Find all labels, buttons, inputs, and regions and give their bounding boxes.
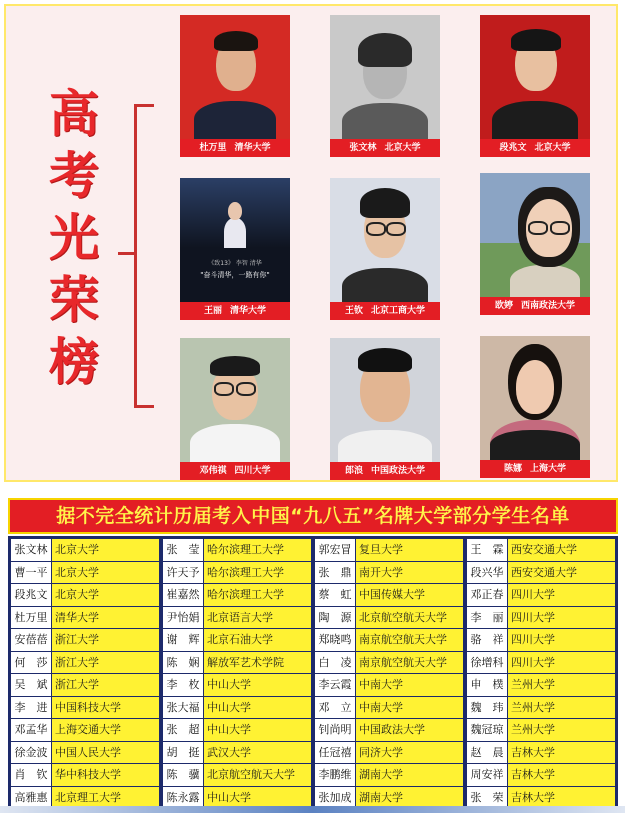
student-name: 邓孟华 bbox=[11, 719, 51, 741]
student-name: 安蓓蓓 bbox=[11, 629, 51, 651]
student-card bbox=[480, 336, 590, 478]
university-name: 西安交通大学 bbox=[508, 562, 615, 584]
roster-table bbox=[8, 536, 618, 806]
university-name: 中山大学 bbox=[204, 787, 311, 809]
roster-row bbox=[11, 719, 159, 741]
roster-grid bbox=[11, 539, 615, 803]
university-name: 北京航空航天大学 bbox=[204, 764, 311, 786]
university-name: 南京航空航天大学 bbox=[356, 652, 463, 674]
university-name: 兰州大学 bbox=[508, 697, 615, 719]
roster-row bbox=[163, 584, 311, 606]
roster-row bbox=[11, 764, 159, 786]
student-photo bbox=[180, 338, 290, 462]
title-char: 榜 bbox=[49, 333, 99, 391]
university-name: 北京大学 bbox=[52, 539, 159, 561]
university-name: 中国人民大学 bbox=[52, 742, 159, 764]
student-name: 邓正春 bbox=[467, 584, 507, 606]
student-card bbox=[330, 178, 440, 320]
title-char: 光 bbox=[49, 209, 99, 267]
student-card bbox=[330, 338, 440, 480]
university-name: 湖南大学 bbox=[356, 787, 463, 809]
student-photo bbox=[480, 15, 590, 139]
university-name: 南京航空航天大学 bbox=[356, 629, 463, 651]
roster-row bbox=[163, 629, 311, 651]
roster-row bbox=[11, 787, 159, 809]
photo-caption-line: 《致13》 李智 清华 bbox=[208, 260, 262, 267]
university-name: 北京理工大学 bbox=[52, 787, 159, 809]
roster-row bbox=[11, 652, 159, 674]
university-name: 北京航空航天大学 bbox=[356, 607, 463, 629]
roster-column bbox=[11, 539, 159, 808]
university-name: 解放军艺术学院 bbox=[204, 652, 311, 674]
student-photo bbox=[330, 338, 440, 462]
university-name: 浙江大学 bbox=[52, 652, 159, 674]
student-name: 赵 晨 bbox=[467, 742, 507, 764]
student-photo bbox=[480, 336, 590, 460]
university-name: 四川大学 bbox=[508, 652, 615, 674]
roster-row bbox=[11, 674, 159, 696]
student-name: 邓 立 bbox=[315, 697, 355, 719]
student-name: 徐金波 bbox=[11, 742, 51, 764]
student-name: 申 樸 bbox=[467, 674, 507, 696]
roster-row bbox=[163, 764, 311, 786]
roster-row bbox=[11, 607, 159, 629]
student-name: 段兴华 bbox=[467, 562, 507, 584]
university-name: 上海交通大学 bbox=[52, 719, 159, 741]
university-name: 四川大学 bbox=[508, 584, 615, 606]
student-name: 段兆文 bbox=[11, 584, 51, 606]
university-name: 四川大学 bbox=[508, 607, 615, 629]
university-name: 哈尔滨理工大学 bbox=[204, 584, 311, 606]
bracket-decoration bbox=[134, 104, 154, 408]
student-name: 吴 斌 bbox=[11, 674, 51, 696]
university-name: 吉林大学 bbox=[508, 764, 615, 786]
roster-row bbox=[11, 629, 159, 651]
roster-row bbox=[315, 742, 463, 764]
student-card bbox=[480, 173, 590, 315]
student-name: 尹怡娟 bbox=[163, 607, 203, 629]
roster-row bbox=[315, 697, 463, 719]
university-name: 北京语言大学 bbox=[204, 607, 311, 629]
student-name: 李鹏维 bbox=[315, 764, 355, 786]
student-name: 曹一平 bbox=[11, 562, 51, 584]
student-photo bbox=[180, 15, 290, 139]
roster-row bbox=[467, 697, 615, 719]
student-name: 崔嘉然 bbox=[163, 584, 203, 606]
student-name: 胡 挺 bbox=[163, 742, 203, 764]
bottom-decoration bbox=[0, 806, 625, 813]
roster-row bbox=[467, 584, 615, 606]
roster-row bbox=[315, 652, 463, 674]
student-name: 张大福 bbox=[163, 697, 203, 719]
student-card bbox=[480, 15, 590, 157]
roster-row bbox=[467, 539, 615, 561]
university-name: 浙江大学 bbox=[52, 674, 159, 696]
student-caption: 王钦 北京工商大学 bbox=[330, 302, 440, 320]
university-name: 同济大学 bbox=[356, 742, 463, 764]
student-name: 陶 源 bbox=[315, 607, 355, 629]
student-name: 钊尚明 bbox=[315, 719, 355, 741]
student-caption: 邓伟祺 四川大学 bbox=[180, 462, 290, 480]
roster-row bbox=[467, 607, 615, 629]
student-name: 肖 钦 bbox=[11, 764, 51, 786]
university-name: 吉林大学 bbox=[508, 787, 615, 809]
student-name: 何 莎 bbox=[11, 652, 51, 674]
student-name: 高雅惠 bbox=[11, 787, 51, 809]
student-name: 李云霞 bbox=[315, 674, 355, 696]
student-caption: 王丽 清华大学 bbox=[180, 302, 290, 320]
student-name: 谢 辉 bbox=[163, 629, 203, 651]
title-char: 高 bbox=[49, 85, 99, 143]
university-name: 武汉大学 bbox=[204, 742, 311, 764]
university-name: 清华大学 bbox=[52, 607, 159, 629]
roster-column bbox=[163, 539, 311, 808]
student-caption: 郎浪 中国政法大学 bbox=[330, 462, 440, 480]
student-name: 郑晓鸣 bbox=[315, 629, 355, 651]
roster-row bbox=[315, 629, 463, 651]
student-caption: 段兆文 北京大学 bbox=[480, 139, 590, 157]
university-name: 中南大学 bbox=[356, 697, 463, 719]
student-name: 陈永露 bbox=[163, 787, 203, 809]
student-name: 骆 祥 bbox=[467, 629, 507, 651]
university-name: 中南大学 bbox=[356, 674, 463, 696]
roster-row bbox=[163, 539, 311, 561]
university-name: 中国政法大学 bbox=[356, 719, 463, 741]
roster-column bbox=[467, 539, 615, 808]
student-name: 徐增科 bbox=[467, 652, 507, 674]
roster-row bbox=[163, 697, 311, 719]
roster-row bbox=[11, 697, 159, 719]
roster-row bbox=[163, 787, 311, 809]
student-photo bbox=[480, 173, 590, 297]
student-name: 蔡 虹 bbox=[315, 584, 355, 606]
student-name: 周安祥 bbox=[467, 764, 507, 786]
student-card bbox=[180, 15, 290, 157]
student-name: 张文林 bbox=[11, 539, 51, 561]
student-photo bbox=[330, 15, 440, 139]
roster-row bbox=[11, 584, 159, 606]
student-name: 白 凌 bbox=[315, 652, 355, 674]
university-name: 中山大学 bbox=[204, 674, 311, 696]
student-name: 杜万里 bbox=[11, 607, 51, 629]
roster-row bbox=[315, 674, 463, 696]
student-card bbox=[180, 178, 290, 320]
student-name: 张 超 bbox=[163, 719, 203, 741]
title-char: 考 bbox=[49, 147, 99, 205]
roster-row bbox=[11, 539, 159, 561]
student-name: 李 丽 bbox=[467, 607, 507, 629]
roster-row bbox=[315, 719, 463, 741]
student-name: 郭宏冒 bbox=[315, 539, 355, 561]
student-photo bbox=[330, 178, 440, 302]
university-name: 西安交通大学 bbox=[508, 539, 615, 561]
student-card bbox=[180, 338, 290, 480]
roster-row bbox=[315, 562, 463, 584]
student-name: 陈 骥 bbox=[163, 764, 203, 786]
student-name: 张 莹 bbox=[163, 539, 203, 561]
bracket-tick bbox=[118, 252, 136, 255]
roster-row bbox=[315, 584, 463, 606]
roster-row bbox=[315, 539, 463, 561]
university-name: 北京石油大学 bbox=[204, 629, 311, 651]
university-name: 兰州大学 bbox=[508, 674, 615, 696]
roster-row bbox=[163, 652, 311, 674]
university-name: 四川大学 bbox=[508, 629, 615, 651]
roster-banner: 据不完全统计历届考入中国“九八五”名牌大学部分学生名单 bbox=[8, 498, 618, 534]
student-name: 王 霖 bbox=[467, 539, 507, 561]
student-name: 任冠禧 bbox=[315, 742, 355, 764]
student-name: 张 鼎 bbox=[315, 562, 355, 584]
student-name: 魏 玮 bbox=[467, 697, 507, 719]
roster-row bbox=[315, 787, 463, 809]
photo-caption-line: "奋斗清华，一路有你" bbox=[200, 271, 270, 279]
roster-row bbox=[467, 629, 615, 651]
roster-row bbox=[163, 562, 311, 584]
title-char: 荣 bbox=[49, 271, 99, 329]
roster-row bbox=[467, 742, 615, 764]
university-name: 浙江大学 bbox=[52, 629, 159, 651]
roster-row bbox=[163, 607, 311, 629]
university-name: 湖南大学 bbox=[356, 764, 463, 786]
roster-row bbox=[11, 562, 159, 584]
student-card bbox=[330, 15, 440, 157]
student-name: 李 进 bbox=[11, 697, 51, 719]
roster-column bbox=[315, 539, 463, 808]
roster-row bbox=[467, 674, 615, 696]
student-caption: 陈娜 上海大学 bbox=[480, 460, 590, 478]
university-name: 中山大学 bbox=[204, 719, 311, 741]
university-name: 中国传媒大学 bbox=[356, 584, 463, 606]
university-name: 北京大学 bbox=[52, 562, 159, 584]
student-caption: 杜万里 清华大学 bbox=[180, 139, 290, 157]
university-name: 中国科技大学 bbox=[52, 697, 159, 719]
university-name: 北京大学 bbox=[52, 584, 159, 606]
roster-row bbox=[467, 764, 615, 786]
student-photo bbox=[180, 178, 290, 302]
university-name: 吉林大学 bbox=[508, 742, 615, 764]
honor-roll-title bbox=[44, 85, 104, 391]
student-name: 陈 娴 bbox=[163, 652, 203, 674]
university-name: 华中科技大学 bbox=[52, 764, 159, 786]
university-name: 哈尔滨理工大学 bbox=[204, 539, 311, 561]
university-name: 兰州大学 bbox=[508, 719, 615, 741]
roster-row bbox=[11, 742, 159, 764]
university-name: 复旦大学 bbox=[356, 539, 463, 561]
roster-row bbox=[163, 742, 311, 764]
roster-row bbox=[467, 562, 615, 584]
roster-row bbox=[467, 719, 615, 741]
roster-row bbox=[315, 764, 463, 786]
roster-row bbox=[163, 674, 311, 696]
student-name: 许天予 bbox=[163, 562, 203, 584]
student-name: 李 枚 bbox=[163, 674, 203, 696]
roster-row bbox=[163, 719, 311, 741]
university-name: 南开大学 bbox=[356, 562, 463, 584]
roster-row bbox=[467, 787, 615, 809]
student-name: 张 荣 bbox=[467, 787, 507, 809]
student-caption: 张文林 北京大学 bbox=[330, 139, 440, 157]
university-name: 哈尔滨理工大学 bbox=[204, 562, 311, 584]
student-name: 魏冠琼 bbox=[467, 719, 507, 741]
student-name: 张加成 bbox=[315, 787, 355, 809]
roster-row bbox=[315, 607, 463, 629]
university-name: 中山大学 bbox=[204, 697, 311, 719]
student-caption: 欧婷 西南政法大学 bbox=[480, 297, 590, 315]
roster-row bbox=[467, 652, 615, 674]
